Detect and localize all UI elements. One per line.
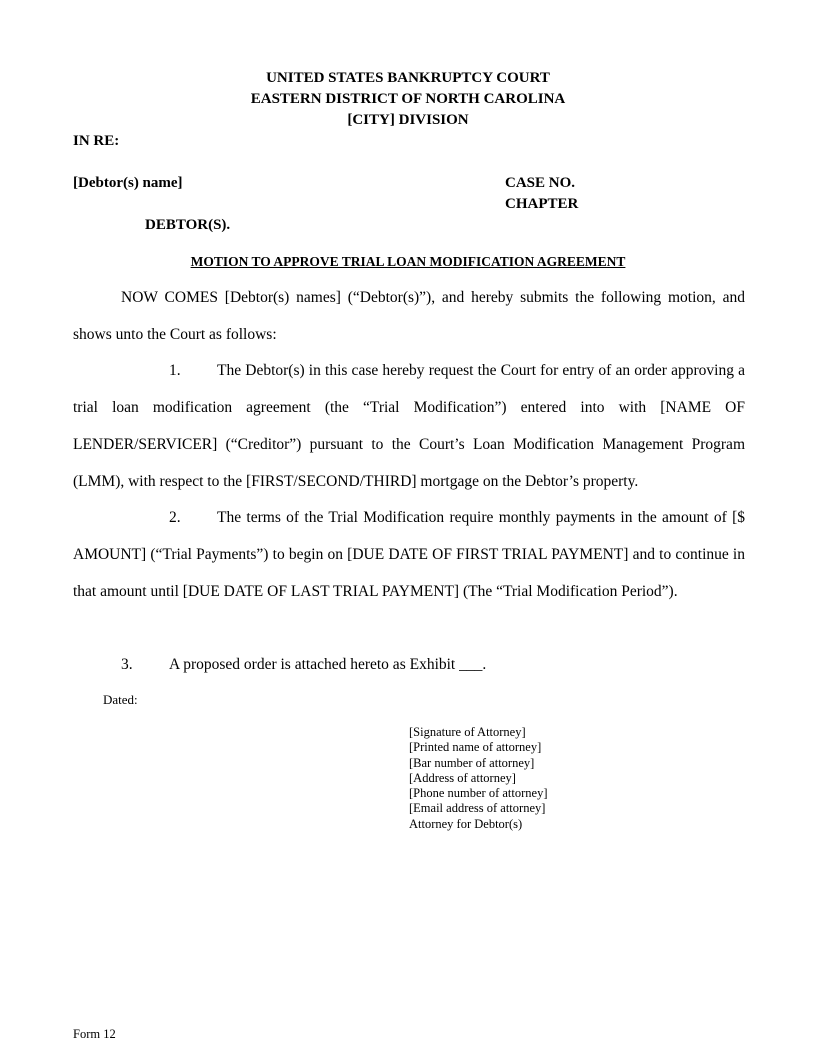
- court-header: [0, 68, 816, 131]
- court-name: UNITED STATES BANKRUPTCY COURT: [266, 70, 550, 86]
- signature-block: [409, 725, 548, 832]
- paragraph-3-number: 3.: [121, 656, 133, 673]
- paragraph-3-text: A proposed order is attached hereto as Exhibit ___.: [169, 656, 487, 673]
- form-number: Form 12: [73, 1027, 116, 1041]
- attorney-email: [Email address of attorney]: [409, 801, 546, 816]
- debtor-name: [Debtor(s) name]: [73, 175, 183, 191]
- debtor-label: DEBTOR(S).: [145, 217, 231, 233]
- attorney-printed-name: [Printed name of attorney]: [409, 740, 542, 755]
- paragraph-1: [73, 352, 745, 500]
- in-re-label: IN RE:: [73, 133, 120, 149]
- court-district: EASTERN DISTRICT OF NORTH CAROLINA: [250, 91, 566, 107]
- paragraph-2: [73, 499, 745, 610]
- dated-label: Dated:: [103, 692, 138, 707]
- paragraph-3: [73, 646, 745, 683]
- intro-paragraph: NOW COMES [Debtor(s) names] (“Debtor(s)”), and hereby submits the following motion, and shows unto the Court as follows:: [73, 289, 745, 343]
- paragraph-1-number: 1.: [169, 362, 181, 379]
- motion-title: MOTION TO APPROVE TRIAL LOAN MODIFICATION AGREEMENT: [190, 254, 626, 269]
- attorney-bar-number: [Bar number of attorney]: [409, 755, 535, 770]
- attorney-role: Attorney for Debtor(s): [409, 816, 523, 831]
- signature-line: [Signature of Attorney]: [409, 725, 526, 739]
- paragraph-1-text: The Debtor(s) in this case hereby request the Court for entry of an order approving a trial loan modification agreement (the “Trial Modification”) entered into with [NAME OF LENDER/SERVICER] (“Creditor”) pursuant to the Court’s Loan Modification Management Program (LMM), with respect to the [FIRST/SECOND/THIRD] mortgage on the Debtor’s property.: [73, 362, 745, 490]
- paragraph-2-text: The terms of the Trial Modification require monthly payments in the amount of [$ AMOUNT] (“Trial Payments”) to begin on [DUE DATE OF FIRST TRIAL PAYMENT] and to continue in that amount until [DUE DATE OF LAST TRIAL PAYMENT] (The “Trial Modification Period”).: [73, 509, 745, 600]
- chapter-label: CHAPTER: [505, 196, 579, 212]
- court-division: [CITY] DIVISION: [347, 112, 469, 128]
- case-no-label: CASE NO.: [505, 175, 576, 191]
- attorney-address: [Address of attorney]: [409, 770, 516, 785]
- attorney-phone: [Phone number of attorney]: [409, 786, 548, 801]
- paragraph-2-number: 2.: [169, 509, 181, 526]
